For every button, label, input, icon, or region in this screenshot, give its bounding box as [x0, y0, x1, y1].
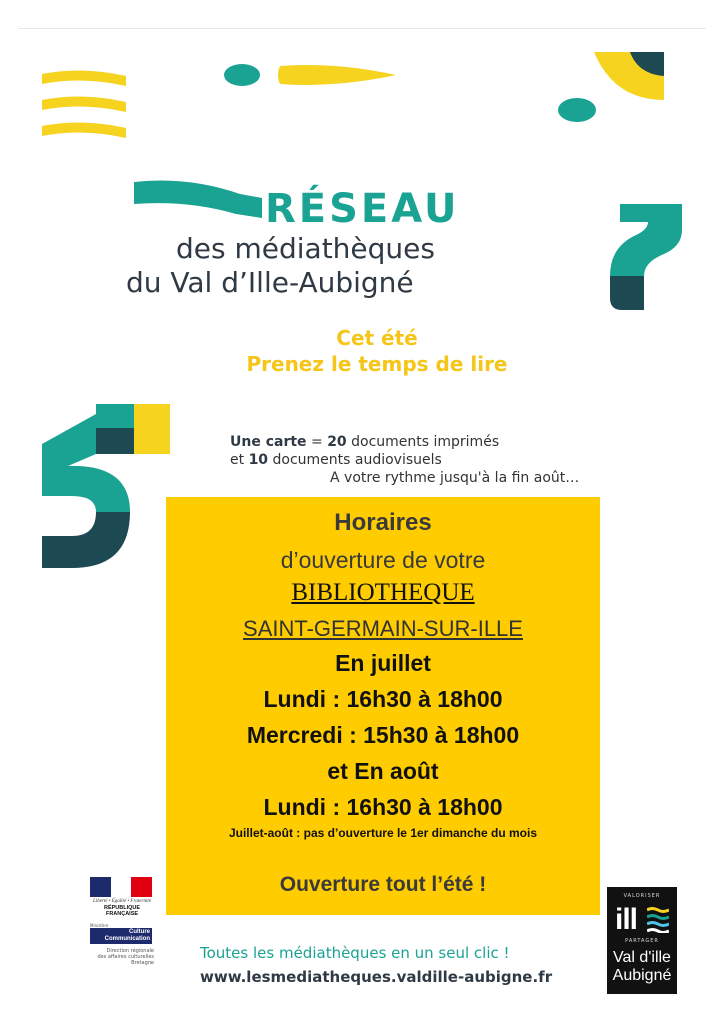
waves-icon [647, 907, 669, 933]
rf-name: RÉPUBLIQUE FRANÇAISE [103, 905, 141, 917]
val-dille-aubigne-logo [607, 887, 677, 994]
ministry-dir-line-1: Direction régionale [106, 948, 154, 954]
card-offer-line-1 [230, 434, 499, 450]
hours-panel [166, 497, 600, 915]
hours-subheading: d’ouverture de votre [280, 547, 486, 573]
val-logo-mid-text: PARTAGER [625, 938, 659, 944]
card-offer-printed-text: documents imprimés [346, 434, 500, 450]
ministry-dir-line-2: des affaires culturelles [97, 954, 154, 960]
french-flag-icon [90, 877, 152, 897]
quarter-circle-icon [594, 52, 664, 100]
card-offer-av-count: 10 [248, 452, 269, 468]
summer-open-note: Ouverture tout l’été ! [279, 873, 487, 896]
town-name: SAINT-GERMAIN-SUR-ILLE [243, 616, 523, 641]
slot-monday-july: Lundi : 16h30 à 18h00 [263, 686, 503, 712]
val-logo-name-1: Val d'ille [613, 949, 671, 966]
card-offer-line-3: A votre rythme jusqu'à la fin août… [330, 470, 580, 486]
tagline-line-1: Cet été [336, 326, 418, 350]
ministry-dir-line-3: Bretagne [131, 960, 154, 966]
footer-website-link[interactable]: www.lesmediatheques.valdille-aubigne.fr [200, 968, 553, 986]
ministry-small-label: Ministère [90, 923, 109, 928]
period-july: En juillet [335, 650, 431, 676]
card-offer-av-text: documents audiovisuels [268, 452, 442, 468]
republique-francaise-logo [90, 877, 154, 921]
slot-wednesday-july: Mercredi : 15h30 à 18h00 [246, 722, 520, 748]
card-offer-and: et [230, 452, 249, 468]
slot-monday-august: Lundi : 16h30 à 18h00 [263, 794, 503, 820]
subtitle-line-1: des médiathèques [176, 232, 435, 265]
question-mark-shape-icon [608, 202, 684, 310]
closure-note: Juillet-août : pas d’ouverture le 1er dimanche du mois [228, 826, 538, 840]
number-five-shape-icon [42, 404, 170, 572]
yellow-leaf-icon [276, 62, 398, 88]
ministry-name-1: Culture [129, 929, 150, 935]
rf-motto: Liberté • Égalité • Fraternité [93, 899, 151, 904]
val-logo-ille: ill [615, 903, 638, 936]
val-logo-name-2: Aubigné [612, 967, 672, 984]
tagline-line-2: Prenez le temps de lire [246, 352, 508, 376]
card-offer-printed-count: 20 [327, 434, 347, 450]
teal-dot-icon [556, 96, 598, 124]
card-offer-bold: Une carte [230, 434, 307, 450]
card-offer-line-2 [230, 452, 442, 468]
top-divider [18, 28, 706, 29]
ministry-name-bar [90, 928, 152, 944]
card-offer-equals: = [306, 434, 328, 450]
val-logo-top-text: VALORISER [623, 893, 661, 899]
ministry-direction [90, 948, 154, 966]
yellow-stripes-icon [42, 68, 130, 148]
teal-dot-icon [222, 62, 262, 88]
ministry-culture-logo [90, 923, 154, 981]
page-title: RÉSEAU [265, 186, 460, 232]
period-august: et En août [327, 758, 439, 784]
footer-tagline: Toutes les médiathèques en un seul clic ! [200, 944, 510, 962]
hours-heading: Horaires [334, 509, 432, 536]
library-name: BIBLIOTHEQUE [291, 579, 475, 606]
ministry-name-2: Communication [104, 936, 150, 942]
teal-wave-icon [128, 174, 264, 224]
subtitle-line-2: du Val d’Ille-Aubigné [126, 266, 414, 299]
